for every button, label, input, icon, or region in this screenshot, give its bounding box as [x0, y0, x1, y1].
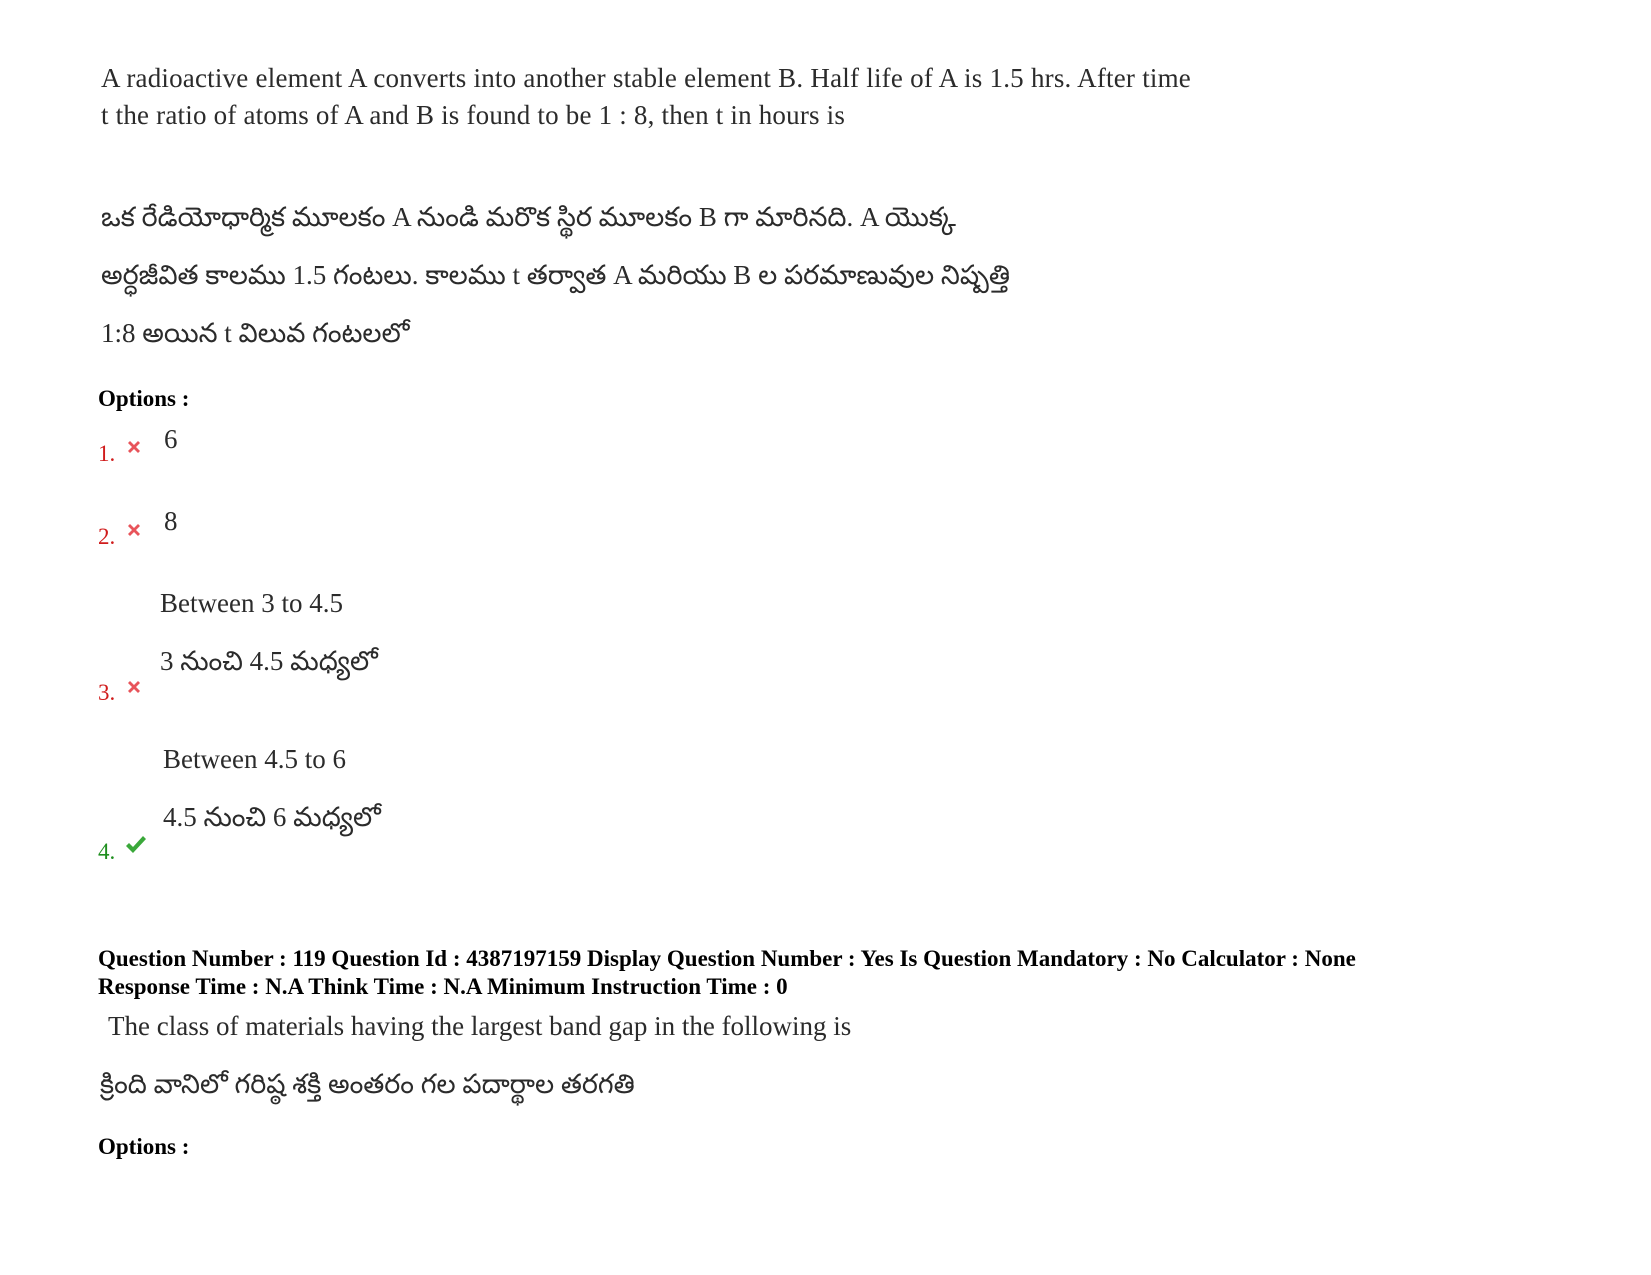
question-2-text-telugu: క్రింది వానిలో గరిష్ఠ శక్తి అంతరం గల పదార్థాల తరగతి — [100, 1069, 635, 1099]
cross-mark-icon — [125, 521, 143, 539]
cross-mark-icon — [125, 678, 143, 696]
option-3-text-english: Between 3 to 4.5 — [160, 588, 343, 618]
option-1-text: 6 — [164, 424, 178, 454]
option-3-number: 3. — [98, 680, 116, 705]
question-meta-line-2: Response Time : N.A Think Time : N.A Minimum Instruction Time : 0 — [98, 974, 788, 999]
option-3-text-telugu: 3 నుంచి 4.5 మధ్యలో — [160, 646, 378, 676]
options-label-2: Options : — [98, 1134, 190, 1159]
option-4-text-telugu: 4.5 నుంచి 6 మధ్యలో — [163, 802, 381, 832]
option-4-number: 4. — [98, 839, 116, 864]
question-meta-line-1: Question Number : 119 Question Id : 4387197159 Display Question Number : Yes Is Question Mandatory : No Calculator : None — [98, 946, 1356, 971]
question-text-telugu-line-2: అర్ధజీవిత కాలము 1.5 గంటలు. కాలము t తర్వాత A మరియు B ల పరమాణువుల నిష్పత్తి — [101, 260, 1010, 290]
options-label: Options : — [98, 386, 190, 411]
option-4-text-english: Between 4.5 to 6 — [163, 744, 346, 774]
question-text-english: A radioactive element A converts into another stable element B. Half life of A is 1.5 hrs. After time t the ratio of atoms of A and B is found to be 1 : 8, then t in hours is — [101, 63, 1191, 130]
option-2-text: 8 — [164, 506, 178, 536]
option-2-number: 2. — [98, 524, 116, 549]
option-1-number: 1. — [98, 441, 116, 466]
question-text-telugu-line-1: ఒక రేడియోధార్మిక మూలకం A నుండి మరొక స్థిర మూలకం B గా మారినది. A యొక్క — [101, 202, 956, 232]
cross-mark-icon — [125, 438, 143, 456]
question-text-telugu-line-3: 1:8 అయిన t విలువ గంటలలో — [101, 318, 410, 348]
question-2-text-english: The class of materials having the largest band gap in the following is — [108, 1011, 852, 1041]
check-mark-icon — [124, 834, 148, 856]
